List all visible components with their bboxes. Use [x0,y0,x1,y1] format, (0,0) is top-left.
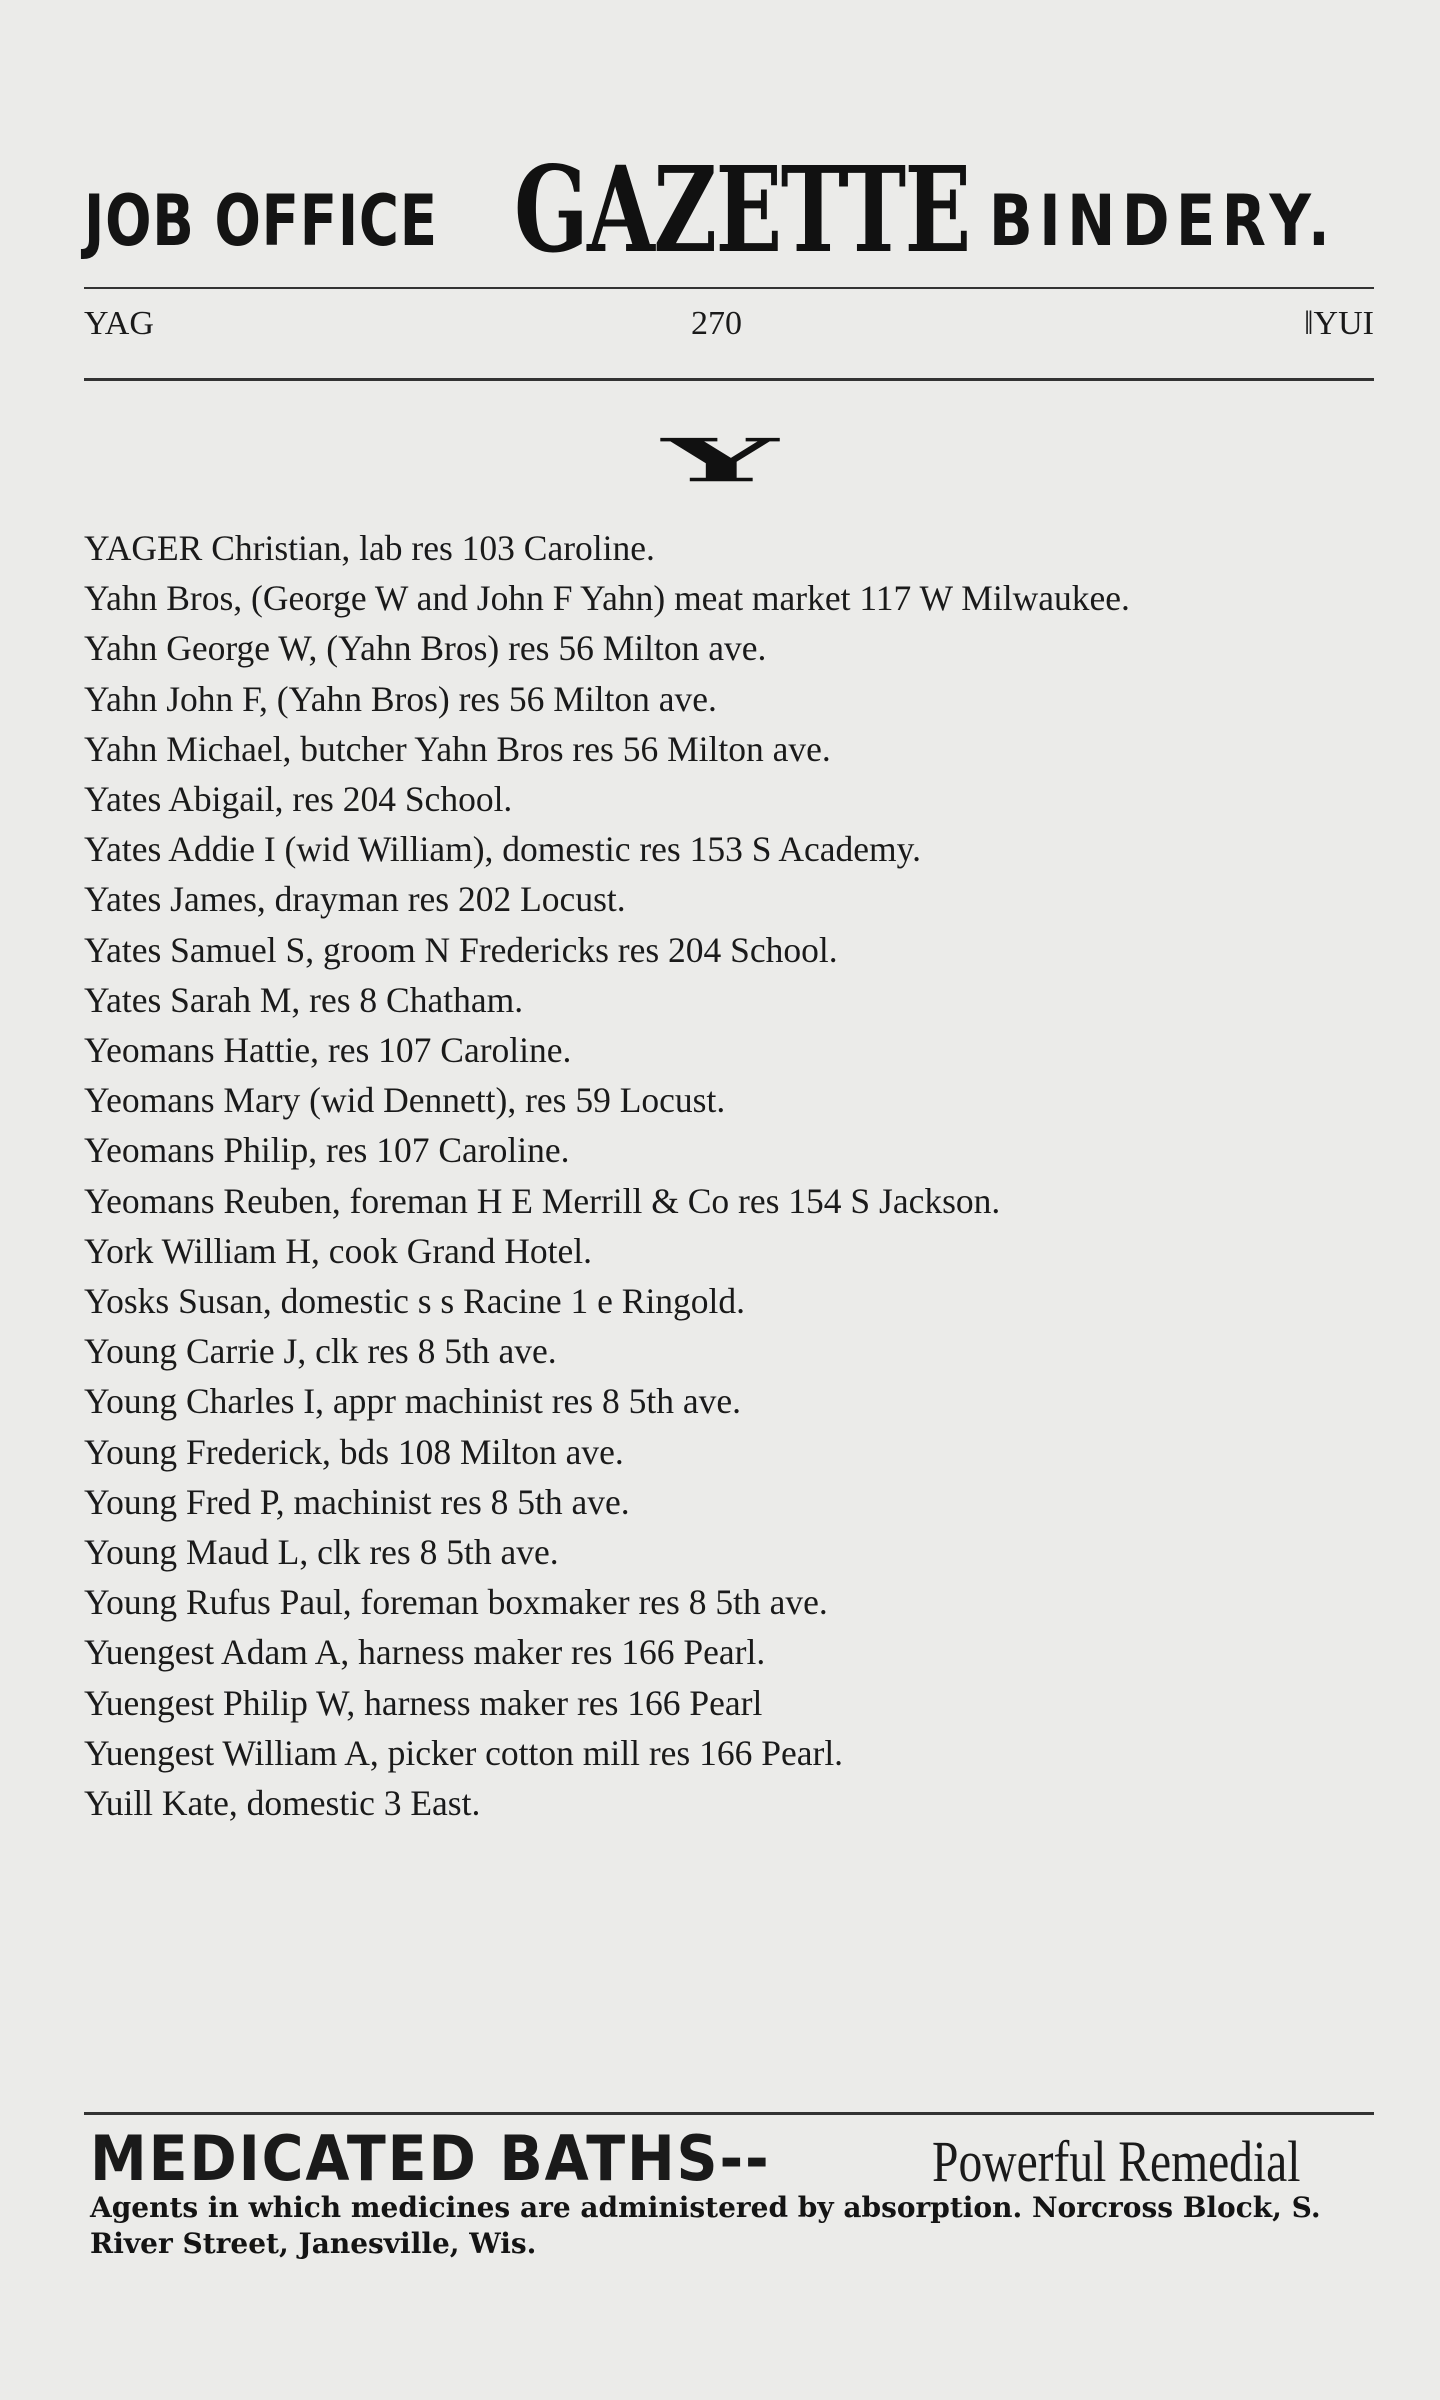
directory-entries [84,523,1384,1828]
directory-entry: Yates James, drayman res 202 Locust. [84,879,626,920]
directory-entry: Yeomans Mary (wid Dennett), res 59 Locust. [84,1080,726,1121]
directory-entry: Yates Samuel S, groom N Fredericks res 204 School. [84,929,838,970]
directory-entry: Yuengest William A, picker cotton mill res 166 Pearl. [84,1732,844,1773]
directory-entry: Yuengest Adam A, harness maker res 166 Pearl. [84,1632,766,1673]
directory-entry: Yosks Susan, domestic s s Racine 1 e Ringold. [84,1281,746,1322]
page-header [84,140,1374,279]
header-rule-top [84,287,1374,289]
directory-entry: Young Rufus Paul, foreman boxmaker res 8 5th ave. [84,1582,828,1623]
directory-entry: Young Maud L, clk res 8 5th ave. [84,1532,559,1573]
directory-entry: Yeomans Philip, res 107 Caroline. [84,1130,570,1171]
running-head [84,305,1374,355]
advertisement-body: Agents in which medicines are administered by absorption. Norcross Block, S. River Street, Janesville, Wis. [90,2191,1321,2260]
section-letter: Y [661,425,779,496]
directory-entry: Yates Abigail, res 204 School. [84,779,513,820]
header-left-text: JOB OFFICE [84,180,438,262]
directory-entry: Yahn George W, (Yahn Bros) res 56 Milton ave. [84,628,767,669]
directory-entry: Yeomans Reuben, foreman H E Merrill & Co res 154 S Jackson. [84,1180,1001,1221]
advertisement-headline-row [90,2122,1301,2195]
directory-entry: Yates Sarah M, res 8 Chatham. [84,979,524,1020]
directory-entry: Yuengest Philip W, harness maker res 166 Pearl [84,1682,763,1723]
advertisement-tagline: Powerful Remedial [932,2129,1301,2194]
directory-entry: Young Carrie J, clk res 8 5th ave. [84,1331,557,1372]
directory-entry: Yahn Michael, butcher Yahn Bros res 56 Milton ave. [84,728,831,769]
running-head-right: ‖YUI [1304,305,1374,342]
directory-entry: York William H, cook Grand Hotel. [84,1230,593,1271]
directory-entry: YAGER Christian, lab res 103 Caroline. [84,528,655,568]
directory-entry: Young Frederick, bds 108 Milton ave. [84,1431,624,1472]
running-head-left: YAG [84,305,154,342]
directory-entry: Yeomans Hattie, res 107 Caroline. [84,1030,572,1071]
header-rule-bottom [84,378,1374,381]
page-number: 270 [691,305,742,342]
directory-entry: Yahn John F, (Yahn Bros) res 56 Milton ave. [84,678,717,719]
header-right-text: BINDERY. [989,180,1337,262]
directory-entry: Yahn Bros, (George W and John F Yahn) meat market 117 W Milwaukee. [84,578,1130,619]
header-center-title: GAZETTE [514,140,970,279]
directory-entry: Young Fred P, machinist res 8 5th ave. [84,1481,630,1522]
directory-entry: Yuill Kate, domestic 3 East. [84,1783,481,1824]
directory-entry: Young Charles I, appr machinist res 8 5th ave. [84,1381,741,1422]
directory-entry: Yates Addie I (wid William), domestic res 153 S Academy. [84,829,921,870]
advertisement-headline: MEDICATED BATHS-- [90,2122,771,2195]
advertisement-rule [84,2112,1374,2115]
